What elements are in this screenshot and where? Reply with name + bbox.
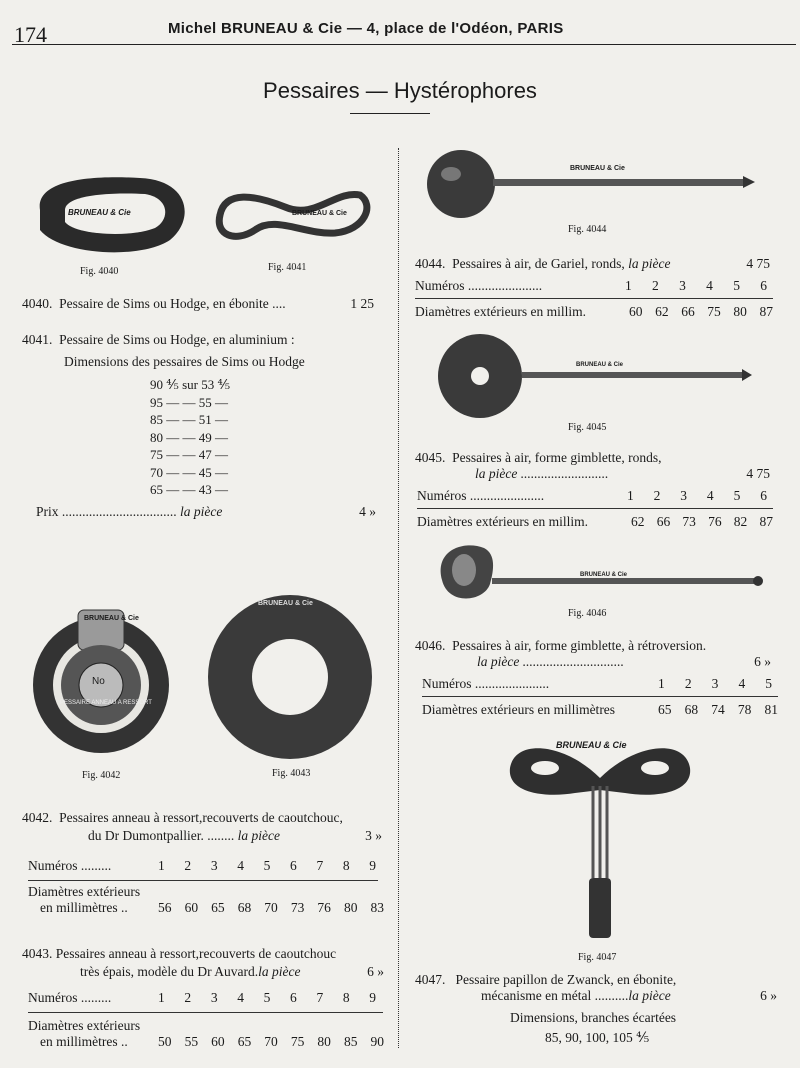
table-rule-4046 xyxy=(422,696,778,697)
fig-4047-caption: Fig. 4047 xyxy=(578,952,617,963)
table-rule-4045 xyxy=(417,508,773,509)
page-title: Pessaires — Hystérophores xyxy=(263,78,537,103)
item-4044: 4044. Pessaires à air, de Gariel, ronds, la pièce 4 75 xyxy=(415,256,770,271)
brand-label-4045: BRUNEAU & Cie xyxy=(576,362,624,368)
item-4043: 4043. Pessaires anneau à ressort,recouverts de caoutchouc très épais, modèle du Dr Auvard.la pièce 6 » xyxy=(22,946,384,979)
numeros-row-4043: Numéros ......... 1 2 3 4 5 6 7 8 9 xyxy=(28,990,376,1005)
table-rule-4043 xyxy=(28,1012,383,1013)
table-rule-4044 xyxy=(415,298,773,299)
diams-row-4044: Diamètres extérieurs en millim. 60 62 66 75 80 87 xyxy=(415,304,773,319)
brand-label-4041: BRUNEAU & Cie xyxy=(292,210,347,217)
item-4040: 4040. Pessaire de Sims ou Hodge, en ébonite .... 1 25 xyxy=(22,296,374,311)
numeros-row-4042: Numéros ......... 1 2 3 4 5 6 7 8 9 xyxy=(28,858,376,873)
prix-line-4041: Prix .................................. la pièce 4 » xyxy=(36,504,376,519)
zwanck-butterfly-pessary-illustration xyxy=(505,738,695,948)
page-number: 174 xyxy=(14,22,47,47)
numeros-row-4044: Numéros ...................... 1 2 3 4 5 6 xyxy=(415,278,767,293)
fig-4043-caption: Fig. 4043 xyxy=(272,768,311,779)
brand-label-4044: BRUNEAU & Cie xyxy=(570,165,625,172)
fig-4040-caption: Fig. 4040 xyxy=(80,266,119,277)
header-rule xyxy=(12,44,796,45)
diams-row-4043: Diamètres extérieurs en millimètres .. 50 55 60 65 70 75 80 85 90 xyxy=(28,1018,384,1049)
fig-4042-caption: Fig. 4042 xyxy=(82,770,121,781)
gariel-air-pessary-illustration xyxy=(425,150,760,220)
brand-label-4046: BRUNEAU & Cie xyxy=(580,572,628,578)
dims-values-4047: 85, 90, 100, 105 ⅘ xyxy=(545,1030,650,1045)
numeros-row-4046: Numéros ...................... 1 2 3 4 5 xyxy=(422,676,772,691)
dims-label-4047: Dimensions, branches écartées xyxy=(510,1010,677,1025)
fig-4045-caption: Fig. 4045 xyxy=(568,422,607,433)
fig-4044-caption: Fig. 4044 xyxy=(568,224,607,235)
medallion-ring-text: PESSAIRE ANNEAU A RESSORT xyxy=(60,700,152,706)
brand-label-4042: BRUNEAU & Cie xyxy=(84,615,139,622)
diams-row-4042: Diamètres extérieurs en millimètres .. 56 60 65 68 70 73 76 80 83 xyxy=(28,884,384,915)
brand-label-4043: BRUNEAU & Cie xyxy=(258,600,313,607)
fig-4046-caption: Fig. 4046 xyxy=(568,608,607,619)
item-4041: 4041. Pessaire de Sims ou Hodge, en aluminium : Dimensions des pessaires de Sims ou Hodge xyxy=(22,332,374,370)
fig-4041-caption: Fig. 4041 xyxy=(268,262,307,273)
diams-row-4046: Diamètres extérieurs en millimètres 65 68 74 78 81 xyxy=(422,702,778,717)
medallion-number: No xyxy=(92,676,105,687)
column-separator xyxy=(398,148,399,1048)
brand-label-4040: BRUNEAU & Cie xyxy=(68,208,131,217)
price-4040: 1 25 xyxy=(350,296,374,311)
ring-pessary-auvard-illustration xyxy=(205,592,375,762)
title-underline xyxy=(350,113,430,114)
dims-list-4041: 90 ⅘ sur 53 ⅘ 95 — — 55 — 85 — — 51 — 80 — — 49 — 75 — — 47 — 70 — — 45 — 65 — — 43 — xyxy=(150,377,231,497)
item-4046: 4046. Pessaires à air, forme gimblette, à rétroversion. la pièce .............................. 6 » xyxy=(415,638,771,669)
item-4045: 4045. Pessaires à air, forme gimblette, ronds, la pièce .......................... 4 75 xyxy=(415,450,770,481)
running-head: Michel BRUNEAU & Cie — 4, place de l'Odéon, PARIS xyxy=(168,20,564,37)
diams-row-4045: Diamètres extérieurs en millim. 62 66 73 76 82 87 xyxy=(417,514,773,529)
item-4047: 4047. Pessaire papillon de Zwanck, en ébonite, mécanisme en métal ..........la pièce 6 » xyxy=(415,972,777,1003)
item-4042: 4042. Pessaires anneau à ressort,recouverts de caoutchouc, du Dr Dumontpallier. ........ la pièce 3 » xyxy=(22,810,382,843)
table-rule-4042 xyxy=(28,880,378,881)
numeros-row-4045: Numéros ...................... 1 2 3 4 5 6 xyxy=(417,488,767,503)
dims-subtitle-4041: Dimensions des pessaires de Sims ou Hodge xyxy=(64,354,305,369)
brand-label-4047: BRUNEAU & Cie xyxy=(556,740,627,750)
